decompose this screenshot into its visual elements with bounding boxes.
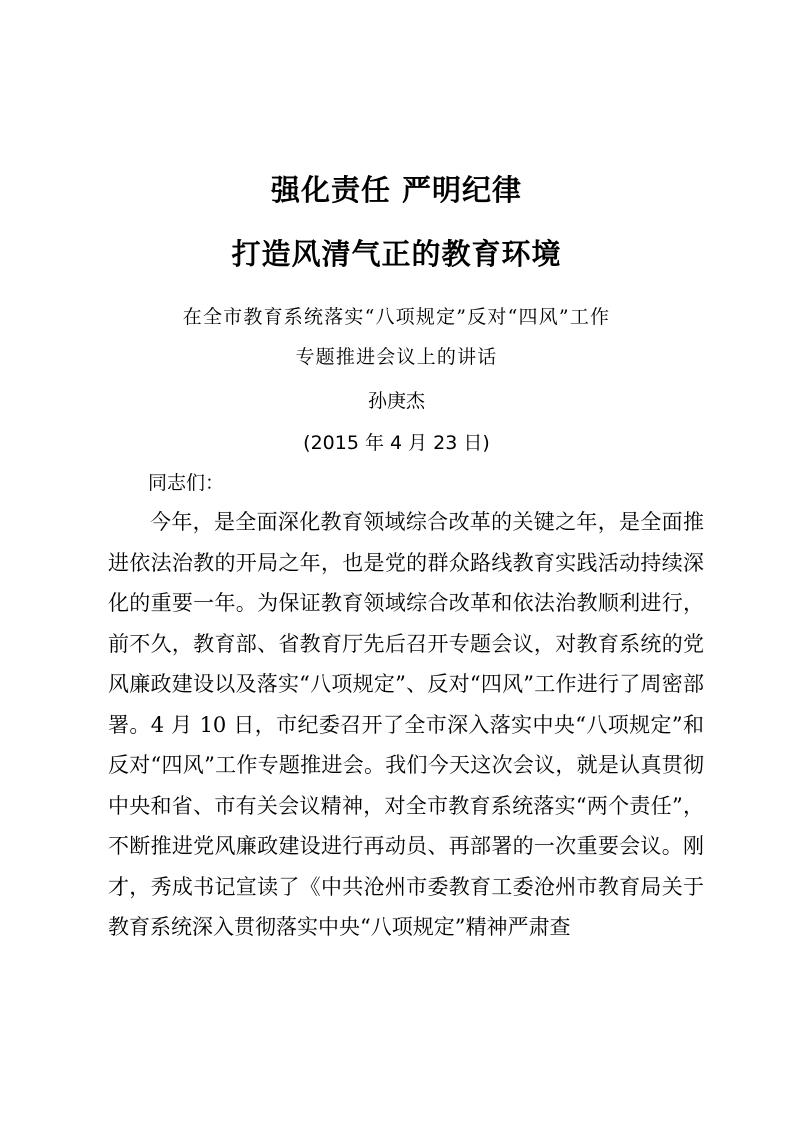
author-name: 孙庚杰 xyxy=(367,390,425,412)
speech-date: (2015 年 4 月 23 日) xyxy=(303,432,490,454)
document-title-line1: 强化责任 严明纪律 xyxy=(270,173,523,207)
document-subtitle-line1: 在全市教育系统落实“八项规定”反对“四风”工作 xyxy=(182,306,611,328)
salutation: 同志们： xyxy=(148,472,225,494)
document-title-line2: 打造风清气正的教育环境 xyxy=(231,237,562,271)
document-subtitle-line2: 专题推进会议上的讲话 xyxy=(295,346,498,368)
body-paragraph: 今年，是全面深化教育领域综合改革的关键之年，是全面推进依法治教的开局之年，也是党的群众路线教育实践活动持续深化的重要一年。为保证教育领域综合改革和依法治教顺利进行，前不久，教育部、省教育厅先后召开专题会议，对教育系统的党风廉政建设以及落实“八项规定”、反对“四风”工作进行了周密部署。4 月 10 日，市纪委召开了全市深入落实中央“八项规定”和反对“四风”工作专题推进会。我们今天这次会议，就是认真贯彻中央和省、市有关会议精神，对全市教育系统落实“两个责任”，不断推进党风廉政建设进行再动员、再部署的一次重要会议。刚才，秀成书记宣读了《中共沧州市委教育工委沧州市教育局关于教育系统深入贯彻落实中央“八项规定”精神严肃查 xyxy=(108,510,704,939)
